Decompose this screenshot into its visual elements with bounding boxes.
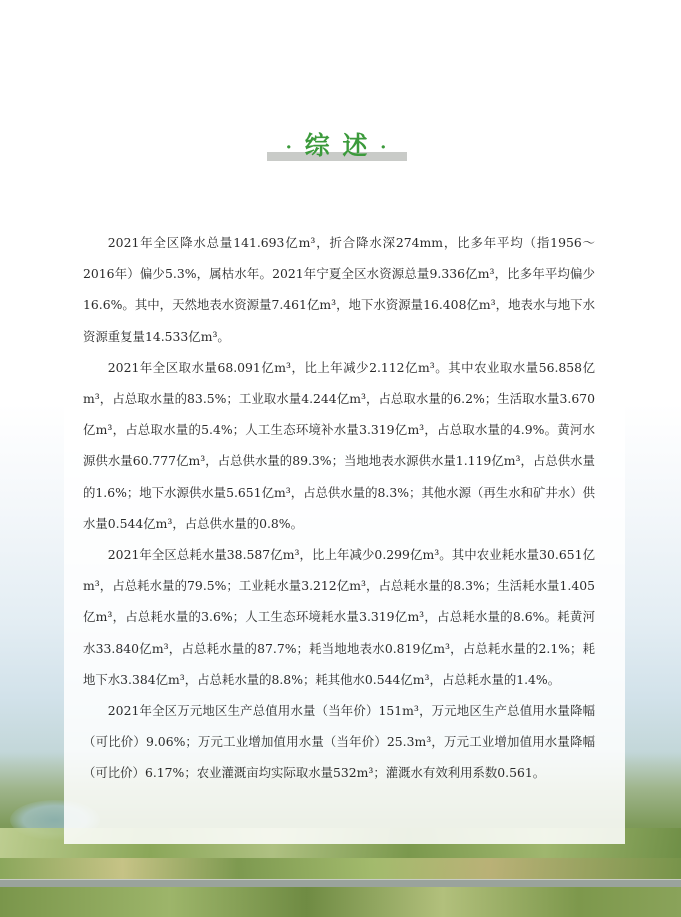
summary-body <box>83 227 595 789</box>
title-dot-left: · <box>285 137 294 158</box>
section-heading <box>267 126 407 166</box>
paragraph-water-withdrawal: 2021年全区取水量68.091亿m³，比上年减少2.112亿m³。其中农业取水量56.858亿m³，占总取水量的83.5%；工业取水量4.244亿m³，占总取水量的6.2%；生活取水量3.670亿m³，占总取水量的5.4%；人工生态环境补水量3.319亿m³，占总取水量的4.9%。黄河水源供水量60.777亿m³，占总供水量的89.3%；当地地表水源供水量1.119亿m³，占总供水量的1.6%；地下水源供水量5.651亿m³，占总供水量的8.3%；其他水源（再生水和矿井水）供水量0.544亿m³，占总供水量的0.8%。 <box>83 359 595 531</box>
section-title <box>267 126 407 162</box>
paragraph-precipitation: 2021年全区降水总量141.693亿m³，折合降水深274mm，比多年平均（指1956～2016年）偏少5.3%，属枯水年。2021年宁夏全区水资源总量9.336亿m³，比多年平均偏少16.6%。其中，天然地表水资源量7.461亿m³，地下水资源量16.408亿m³，地表水与地下水资源重复量14.533亿m³。 <box>83 235 595 344</box>
title-dot-right: · <box>380 137 389 158</box>
aerial-farmland-image <box>0 858 681 880</box>
section-title-text: 综 述 <box>304 131 370 160</box>
aerial-farmland-image <box>0 887 681 917</box>
paragraph-water-efficiency: 2021年全区万元地区生产总值用水量（当年价）151m³，万元地区生产总值用水量降幅（可比价）9.06%；万元工业增加值用水量（当年价）25.3m³，万元工业增加值用水量降幅（可比价）6.17%；农业灌溉亩均实际取水量532m³；灌溉水有效利用系数0.561。 <box>83 703 595 781</box>
paragraph-water-consumption: 2021年全区总耗水量38.587亿m³，比上年减少0.299亿m³。其中农业耗水量30.651亿m³，占总耗水量的79.5%；工业耗水量3.212亿m³，占总耗水量的8.3%；生活耗水量1.405亿m³，占总耗水量的3.6%；人工生态环境耗水量3.319亿m³，占总耗水量的8.6%。耗黄河水33.840亿m³，占总耗水量的87.7%；耗当地地表水0.819亿m³，占总耗水量的2.1%；耗地下水3.384亿m³，占总耗水量的8.8%；耗其他水0.544亿m³，占总耗水量的1.4%。 <box>83 547 595 687</box>
